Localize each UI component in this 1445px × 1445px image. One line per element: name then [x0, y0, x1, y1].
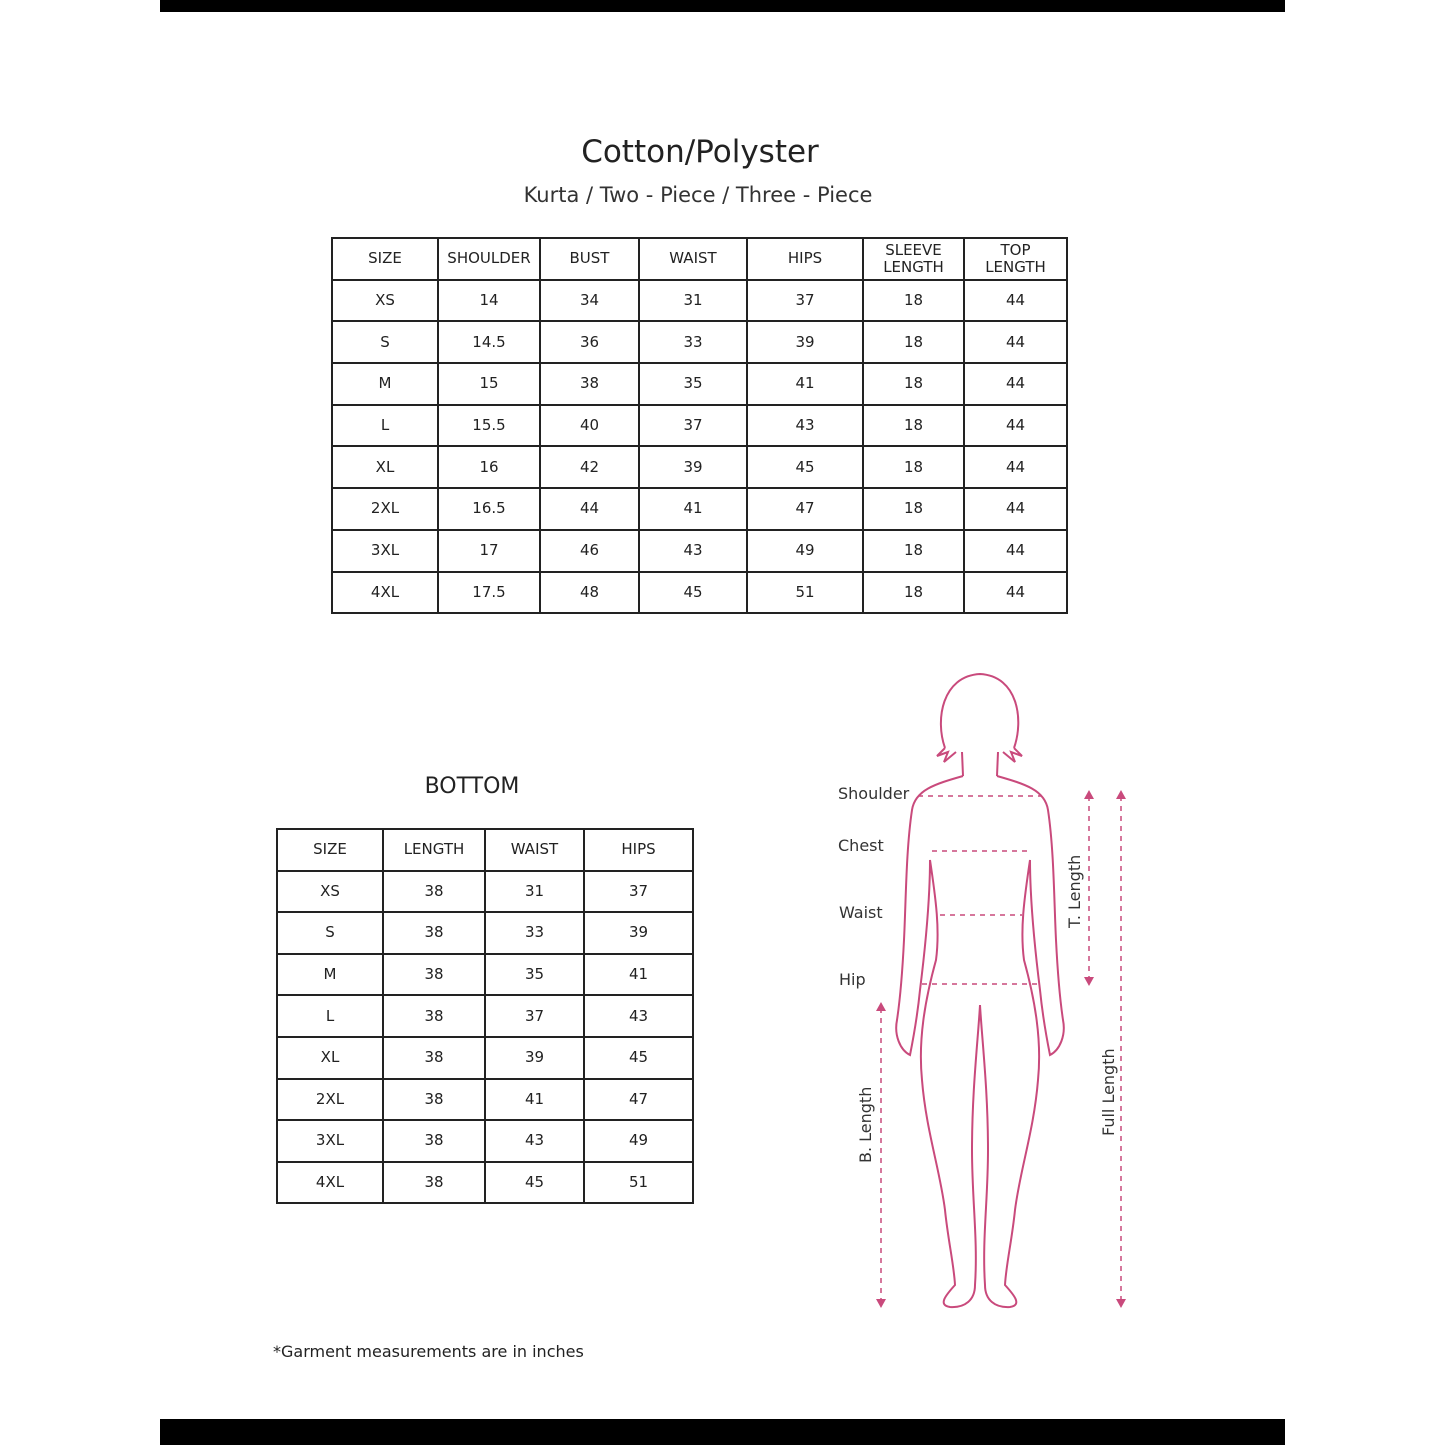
table-cell: 49 — [584, 1120, 693, 1162]
table-cell: S — [277, 912, 383, 954]
column-header-text: WAIST — [669, 249, 717, 268]
column-header: SIZE — [277, 829, 383, 871]
table-cell: 16 — [438, 446, 540, 488]
column-header-text: SLEEVE — [885, 240, 942, 259]
full-length-label: Full Length — [1099, 1048, 1118, 1136]
table-cell: 18 — [863, 280, 964, 322]
table-cell: 3XL — [277, 1120, 383, 1162]
table-cell: 43 — [584, 995, 693, 1037]
table-cell: 15.5 — [438, 405, 540, 447]
table-cell: 45 — [584, 1037, 693, 1079]
table-cell: 44 — [964, 280, 1067, 322]
column-header: LENGTH — [383, 829, 485, 871]
table-cell: 31 — [485, 871, 584, 913]
table-cell: 18 — [863, 321, 964, 363]
table-cell: M — [332, 363, 438, 405]
table-cell: 48 — [540, 572, 639, 614]
table-cell: 18 — [863, 363, 964, 405]
table-cell: 49 — [747, 530, 863, 572]
table-cell: 18 — [863, 405, 964, 447]
table-cell: 18 — [863, 488, 964, 530]
table-cell: XL — [332, 446, 438, 488]
figure-body-right — [980, 776, 1064, 1307]
table-cell: 42 — [540, 446, 639, 488]
table-cell: 15 — [438, 363, 540, 405]
column-header-text: SHOULDER — [447, 249, 531, 268]
b-length-arrow-top — [876, 1002, 886, 1011]
table-cell: 45 — [485, 1162, 584, 1204]
b-length-arrow-bottom — [876, 1299, 886, 1308]
table-cell: 47 — [584, 1079, 693, 1121]
table-cell: 44 — [964, 572, 1067, 614]
table-cell: 37 — [747, 280, 863, 322]
table-cell: 34 — [540, 280, 639, 322]
table-cell: 37 — [485, 995, 584, 1037]
figure-body-left — [896, 776, 980, 1307]
table-cell: 16.5 — [438, 488, 540, 530]
shoulder-label: Shoulder — [838, 784, 910, 803]
table-cell: L — [277, 995, 383, 1037]
table-cell: XS — [332, 280, 438, 322]
table-cell: 40 — [540, 405, 639, 447]
table-cell: 41 — [584, 954, 693, 996]
table-cell: 43 — [747, 405, 863, 447]
table-cell: 18 — [863, 572, 964, 614]
table-cell: XL — [277, 1037, 383, 1079]
bottom-border-bar — [160, 1419, 1285, 1445]
bottom-section-title: BOTTOM — [424, 774, 520, 799]
page-title: Cotton/Polyster — [581, 134, 819, 170]
column-header-text: HIPS — [787, 249, 823, 268]
table-cell: 39 — [584, 912, 693, 954]
table-cell: 41 — [639, 488, 747, 530]
table-cell: 4XL — [332, 572, 438, 614]
measurement-footnote: *Garment measurements are in inches — [273, 1342, 584, 1361]
table-cell: 47 — [747, 488, 863, 530]
table-cell: 38 — [383, 1162, 485, 1204]
table-cell: 4XL — [277, 1162, 383, 1204]
table-cell: 18 — [863, 446, 964, 488]
table-cell: 44 — [964, 321, 1067, 363]
table-cell: 36 — [540, 321, 639, 363]
table-cell: 14 — [438, 280, 540, 322]
table-cell: 44 — [964, 405, 1067, 447]
waist-label: Waist — [839, 903, 883, 922]
table-cell: 33 — [485, 912, 584, 954]
column-header-text: BUST — [569, 249, 610, 268]
full-length-arrow-top — [1116, 790, 1126, 799]
full-length-arrow-bottom — [1116, 1299, 1126, 1308]
t-length-arrow-bottom — [1084, 977, 1094, 986]
table-cell: 46 — [540, 530, 639, 572]
column-header-text: LENGTH — [883, 257, 944, 276]
table-cell: 38 — [383, 871, 485, 913]
table-cell: 41 — [485, 1079, 584, 1121]
table-cell: 44 — [964, 363, 1067, 405]
table-cell: 14.5 — [438, 321, 540, 363]
figure-head — [941, 674, 1018, 748]
b-length-label: B. Length — [856, 1086, 875, 1163]
column-header-text: TOP — [1000, 240, 1031, 259]
table-cell: 44 — [964, 446, 1067, 488]
table-cell: L — [332, 405, 438, 447]
table-cell: 3XL — [332, 530, 438, 572]
table-cell: 41 — [747, 363, 863, 405]
table-cell: 45 — [639, 572, 747, 614]
table-cell: 38 — [383, 1037, 485, 1079]
table-cell: S — [332, 321, 438, 363]
column-header: WAIST — [485, 829, 584, 871]
table-cell: 44 — [964, 488, 1067, 530]
table-cell: M — [277, 954, 383, 996]
table-cell: 2XL — [277, 1079, 383, 1121]
t-length-arrow-top — [1084, 790, 1094, 799]
table-cell: 45 — [747, 446, 863, 488]
column-header: HIPS — [584, 829, 693, 871]
table-cell: 2XL — [332, 488, 438, 530]
figure-neck — [962, 752, 998, 776]
table-cell: 44 — [964, 530, 1067, 572]
figure-hair — [937, 748, 1022, 762]
table-cell: 39 — [747, 321, 863, 363]
table-cell: XS — [277, 871, 383, 913]
table-cell: 38 — [383, 1120, 485, 1162]
table-cell: 33 — [639, 321, 747, 363]
column-header-text: LENGTH — [985, 257, 1046, 276]
table-cell: 35 — [639, 363, 747, 405]
table-cell: 35 — [485, 954, 584, 996]
table-cell: 44 — [540, 488, 639, 530]
column-header-text: SIZE — [368, 249, 402, 268]
table-cell: 51 — [584, 1162, 693, 1204]
table-cell: 17.5 — [438, 572, 540, 614]
t-length-label: T. Length — [1065, 854, 1084, 928]
table-cell: 37 — [584, 871, 693, 913]
table-cell: 43 — [639, 530, 747, 572]
table-cell: 31 — [639, 280, 747, 322]
table-cell: 38 — [383, 912, 485, 954]
table-cell: 38 — [383, 995, 485, 1037]
table-cell: 38 — [383, 1079, 485, 1121]
table-cell: 38 — [383, 954, 485, 996]
table-cell: 38 — [540, 363, 639, 405]
hip-label: Hip — [839, 970, 866, 989]
table-cell: 17 — [438, 530, 540, 572]
table-cell: 39 — [485, 1037, 584, 1079]
chest-label: Chest — [838, 836, 884, 855]
table-cell: 51 — [747, 572, 863, 614]
table-cell: 37 — [639, 405, 747, 447]
table-cell: 43 — [485, 1120, 584, 1162]
table-cell: 18 — [863, 530, 964, 572]
table-cell: 39 — [639, 446, 747, 488]
page-subtitle: Kurta / Two - Piece / Three - Piece — [523, 183, 873, 207]
